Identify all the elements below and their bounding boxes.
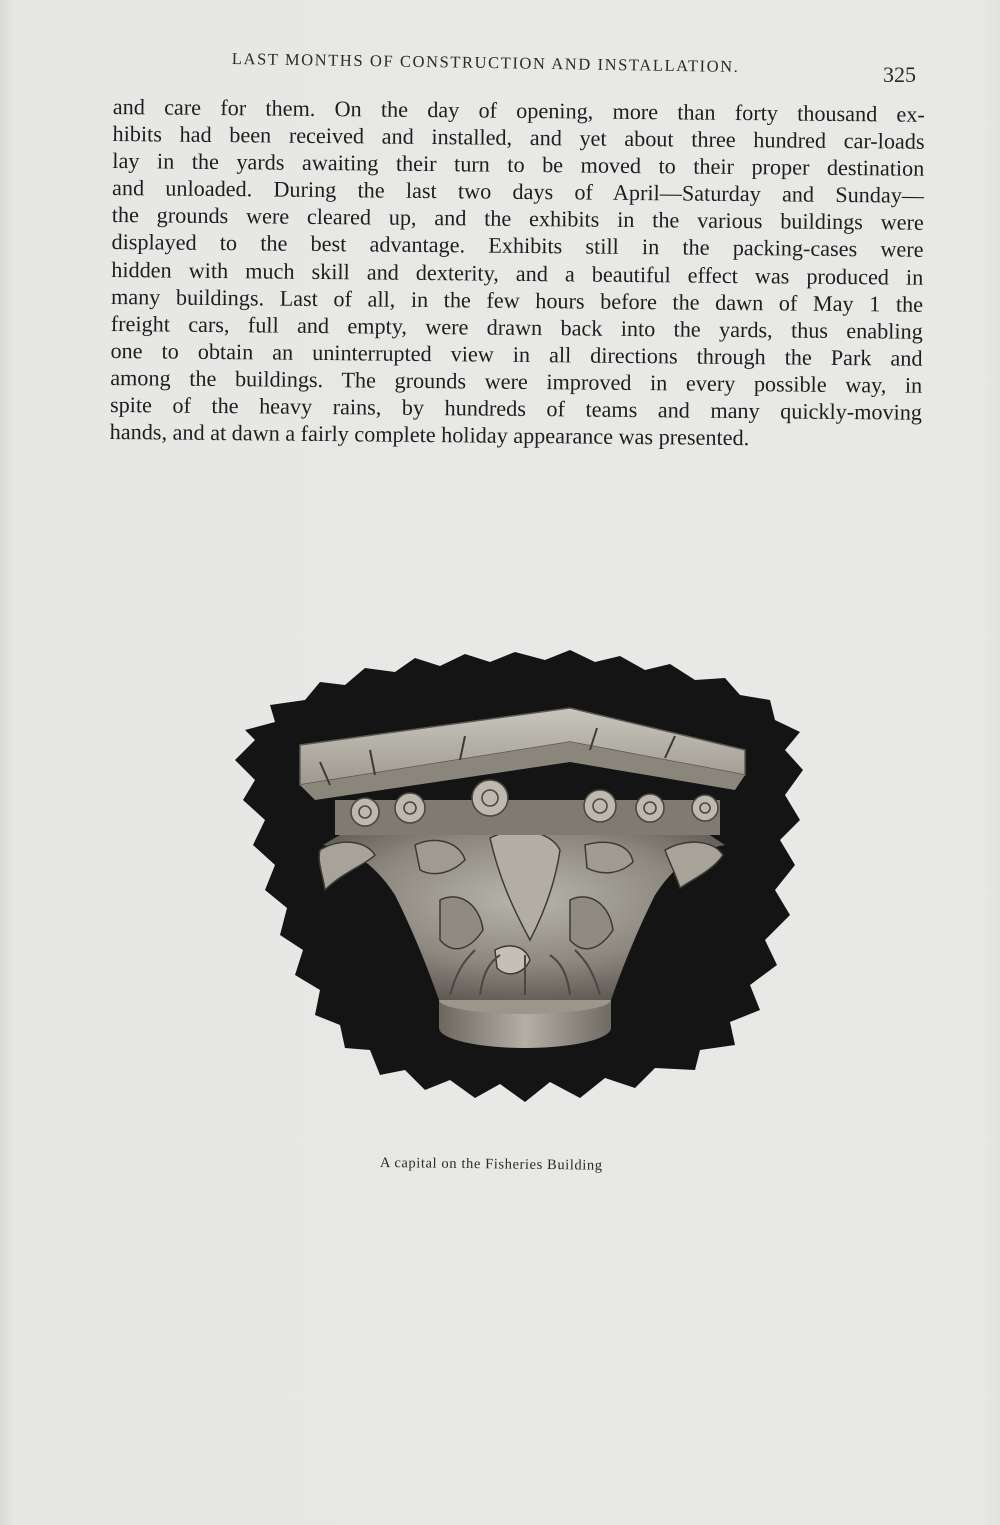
text-line: many buildings. Last of all, in the few hours before the dawn of May 1 the bbox=[110, 283, 924, 317]
page-number: 325 bbox=[883, 62, 916, 87]
text-line: among the buildings. The grounds were improved in every possible way, in bbox=[110, 364, 923, 398]
text-line: freight cars, full and empty, were drawn back into the yards, thus enabling bbox=[110, 310, 923, 344]
text-line: hibits had been received and installed, and yet about three hundred car-loads bbox=[112, 121, 925, 154]
text-line: and care for them. On the day of opening, more than forty thousand ex- bbox=[112, 93, 925, 127]
running-header: LAST MONTHS OF CONSTRUCTION AND INSTALLATION. bbox=[231, 49, 740, 76]
capital-photograph bbox=[225, 650, 805, 1110]
text-line: lay in the yards awaiting their turn to be moved to their proper destination bbox=[112, 148, 925, 181]
text-line: spite of the heavy rains, by hundreds of teams and many quickly-moving bbox=[109, 392, 923, 425]
text-line: displayed to the best advantage. Exhibits still in the packing-cases were bbox=[111, 229, 924, 263]
text-line: hidden with much skill and dexterity, and a beautiful effect was produced in bbox=[111, 256, 924, 290]
text-line: and unloaded. During the last two days of April—Saturday and Sunday— bbox=[111, 175, 925, 209]
text-line: the grounds were cleared up, and the exhibits in the various buildings were bbox=[111, 202, 924, 236]
figure-caption: A capital on the Fisheries Building bbox=[379, 1155, 603, 1174]
text-line: hands, and at dawn a fairly complete holiday appearance was presented. bbox=[109, 419, 750, 451]
text-line: one to obtain an uninterrupted view in all directions through the Park and bbox=[110, 337, 923, 371]
body-paragraph bbox=[110, 93, 925, 453]
